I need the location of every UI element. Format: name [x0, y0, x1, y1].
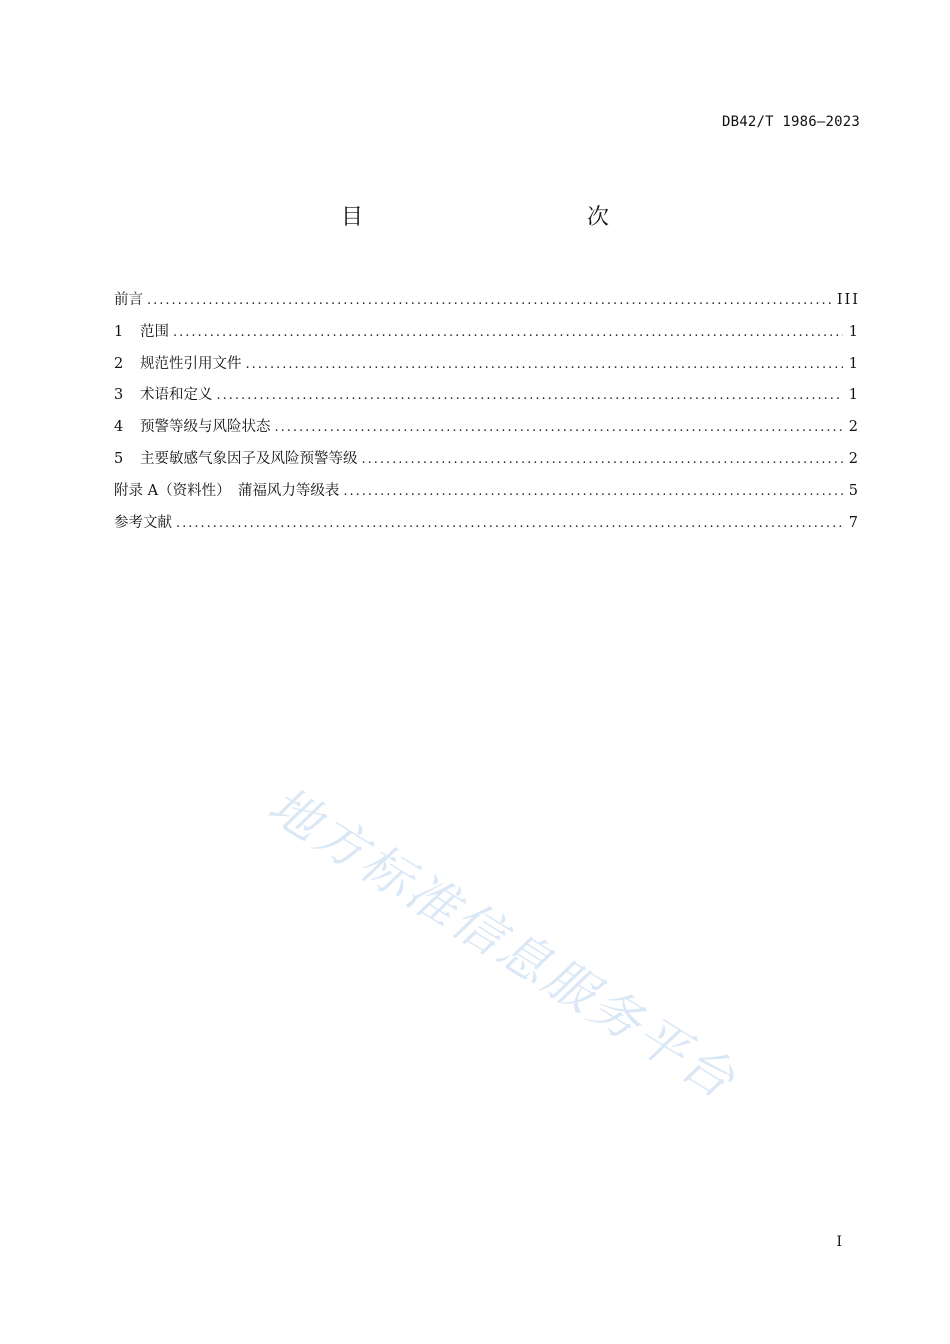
toc-entry-label: 术语和定义 [140, 387, 213, 404]
table-of-contents [114, 288, 860, 542]
toc-entry-label: 范围 [140, 323, 169, 340]
toc-entry-label: 主要敏感气象因子及风险预警等级 [140, 450, 358, 467]
toc-dot-leader [173, 325, 843, 340]
toc-dot-leader [343, 484, 842, 499]
toc-entry-label: 前言 [114, 292, 143, 308]
page-number: I [836, 1234, 842, 1250]
toc-entry-number: 5 [114, 450, 124, 467]
toc-dot-leader [147, 293, 831, 308]
toc-entry-warning-levels[interactable] [114, 415, 860, 447]
toc-dot-leader [362, 452, 843, 467]
toc-entry-bibliography[interactable] [114, 511, 860, 543]
toc-entry-page: 7 [848, 514, 860, 531]
toc-entry-appendix-a[interactable] [114, 479, 860, 511]
toc-entry-label: 参考文献 [114, 514, 172, 531]
toc-entry-terms-definitions[interactable] [114, 383, 860, 415]
toc-entry-number: 4 [114, 419, 124, 436]
toc-entry-number: 2 [114, 355, 124, 372]
toc-entry-page: 5 [848, 482, 860, 499]
toc-entry-normative-references[interactable] [114, 352, 860, 384]
toc-entry-foreword[interactable] [114, 288, 860, 320]
toc-entry-page: 1 [848, 387, 860, 404]
standard-code: DB42/T 1986—2023 [721, 114, 860, 130]
toc-entry-label: 规范性引用文件 [140, 355, 242, 372]
toc-entry-label: 预警等级与风险状态 [140, 419, 271, 436]
toc-dot-leader [176, 516, 843, 531]
toc-dot-leader [217, 388, 843, 403]
toc-entry-page: III [836, 292, 860, 308]
toc-entry-number: 3 [114, 387, 124, 404]
toc-entry-number: 1 [114, 323, 124, 340]
toc-entry-page: 2 [848, 419, 860, 436]
toc-dot-leader [275, 420, 843, 435]
watermark: 地方标准信息服务平台 [258, 775, 748, 1112]
toc-entry-page: 1 [848, 355, 860, 372]
toc-entry-meteorological-factors[interactable] [114, 447, 860, 479]
page-title: 目 次 [340, 205, 669, 230]
toc-entry-scope[interactable] [114, 320, 860, 352]
toc-entry-page: 2 [848, 450, 860, 467]
toc-entry-label: 附录 A（资料性） 蒲福风力等级表 [114, 482, 340, 499]
toc-entry-page: 1 [848, 323, 860, 340]
toc-dot-leader [246, 357, 843, 372]
